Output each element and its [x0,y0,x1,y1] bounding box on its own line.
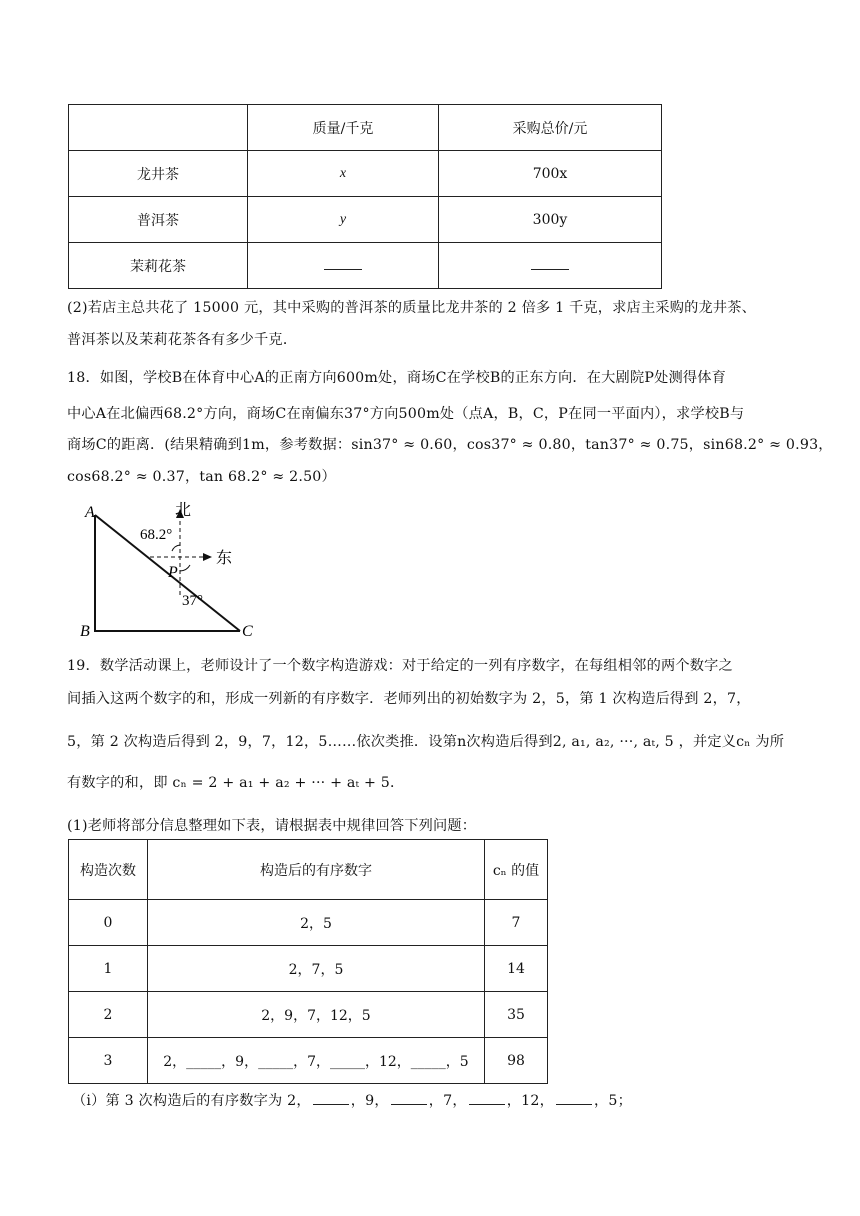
angle-arc-68 [172,545,180,551]
q17-part2-line2: 普洱茶以及茉莉花茶各有多少千克． [67,332,298,348]
table-cell: 7 [485,900,548,946]
table-row [69,946,548,992]
answer-blank[interactable] [531,257,569,270]
q19-sub-i [72,1090,632,1110]
q18-line3: 商场C的距离．(结果精确到1m，参考数据：sin37° ≈ 0.60，cos37° ≈ 0.80，tan37° ≈ 0.75，sin68.2° ≈ 0.93， [67,437,833,453]
label-B: B [80,623,90,640]
q19-line2: 间插入这两个数字的和，形成一列新的有序数字．老师列出的初始数字为 2，5，第 1 次构造后得到 2，7， [67,691,751,707]
table-row [69,197,662,243]
table-cell: y [248,197,439,243]
label-A: A [85,504,95,521]
table-cell: 2，9，7，12，5 [148,992,485,1038]
q19-line4: 有数字的和，即 cₙ = 2 + a₁ + a₂ + ··· + aₜ + 5． [67,775,405,791]
q19-part1: (1)老师将部分信息整理如下表，请根据表中规律回答下列问题： [67,818,477,834]
table-cell: 2 [69,992,148,1038]
table-cell: 2，_____，9，_____，7，_____，12，_____，5 [148,1038,485,1084]
q19-line3: 5，第 2 次构造后得到 2，9，7，12，5……依次类推．设第n次构造后得到2, a₁, a₂, ···, aₜ, 5 ，并定义cₙ 为所 [67,734,785,750]
table-cell: 2，5 [148,900,485,946]
table-row [69,243,662,289]
label-east: 东 [216,550,233,567]
table-cell: 35 [485,992,548,1038]
table-header-cell: 质量/千克 [248,105,439,151]
table-row [69,900,548,946]
answer-blank[interactable] [391,1092,427,1105]
east-arrowhead [203,553,212,561]
table-header-cell [69,105,248,151]
answer-blank[interactable] [556,1092,592,1105]
table-cell: 3 [69,1038,148,1084]
label-P: P [168,564,178,581]
label-angle-37: 37° [182,593,203,609]
table-cell: 14 [485,946,548,992]
table-cell: 700x [439,151,662,197]
label-north: 北 [175,502,192,519]
table-cell: 普洱茶 [69,197,248,243]
table-header-cell: 构造次数 [69,840,148,900]
geometry-figure [70,495,270,645]
table-cell: 300y [439,197,662,243]
q17-part2-line1: (2)若店主总共花了 15000 元，其中采购的普洱茶的质量比龙井茶的 2 倍多 1 千克，求店主采购的龙井茶、 [67,300,757,316]
table-cell: 2，7，5 [148,946,485,992]
q19-sub-i-part: ，5； [594,1093,633,1109]
answer-blank[interactable] [324,257,362,270]
table-cell [439,243,662,289]
q19-sub-i-prefix: （ⅰ）第 3 次构造后的有序数字为 2， [72,1093,311,1109]
q19-sub-i-part: ，9， [350,1093,389,1109]
answer-blank[interactable] [469,1092,505,1105]
table-header-cell: 采购总价/元 [439,105,662,151]
table-cell: x [248,151,439,197]
answer-blank[interactable] [313,1092,349,1105]
q18-line4: cos68.2° ≈ 0.37，tan 68.2° ≈ 2.50） [67,469,336,485]
table-cell: 98 [485,1038,548,1084]
table-cell: 0 [69,900,148,946]
table-cell: 龙井茶 [69,151,248,197]
table-header-cell: 构造后的有序数字 [148,840,485,900]
table-row [69,992,548,1038]
q19-sub-i-part: ，12， [506,1093,555,1109]
table-header-row [69,840,548,900]
label-C: C [242,623,253,640]
table-cell: 茉莉花茶 [69,243,248,289]
table-cell: 1 [69,946,148,992]
tea-table [68,104,662,289]
table-header-row [69,105,662,151]
q18-line2: 中心A在北偏西68.2°方向，商场C在南偏东37°方向500m处（点A，B，C，P在同一平面内），求学校B与 [67,406,745,422]
table-row [69,1038,548,1084]
table-row [69,151,662,197]
label-angle-68: 68.2° [140,527,173,543]
table-header-cell: cₙ 的值 [485,840,548,900]
sequence-table [68,839,548,1084]
angle-arc-37 [180,565,190,571]
table-cell [248,243,439,289]
q19-sub-i-part: ，7， [428,1093,467,1109]
q18-line1: 18．如图，学校B在体育中心A的正南方向600m处，商场C在学校B的正东方向．在大剧院P处测得体育 [67,370,727,386]
q19-line1: 19．数学活动课上，老师设计了一个数字构造游戏：对于给定的一列有序数字，在每组相邻的两个数字之 [67,658,733,674]
